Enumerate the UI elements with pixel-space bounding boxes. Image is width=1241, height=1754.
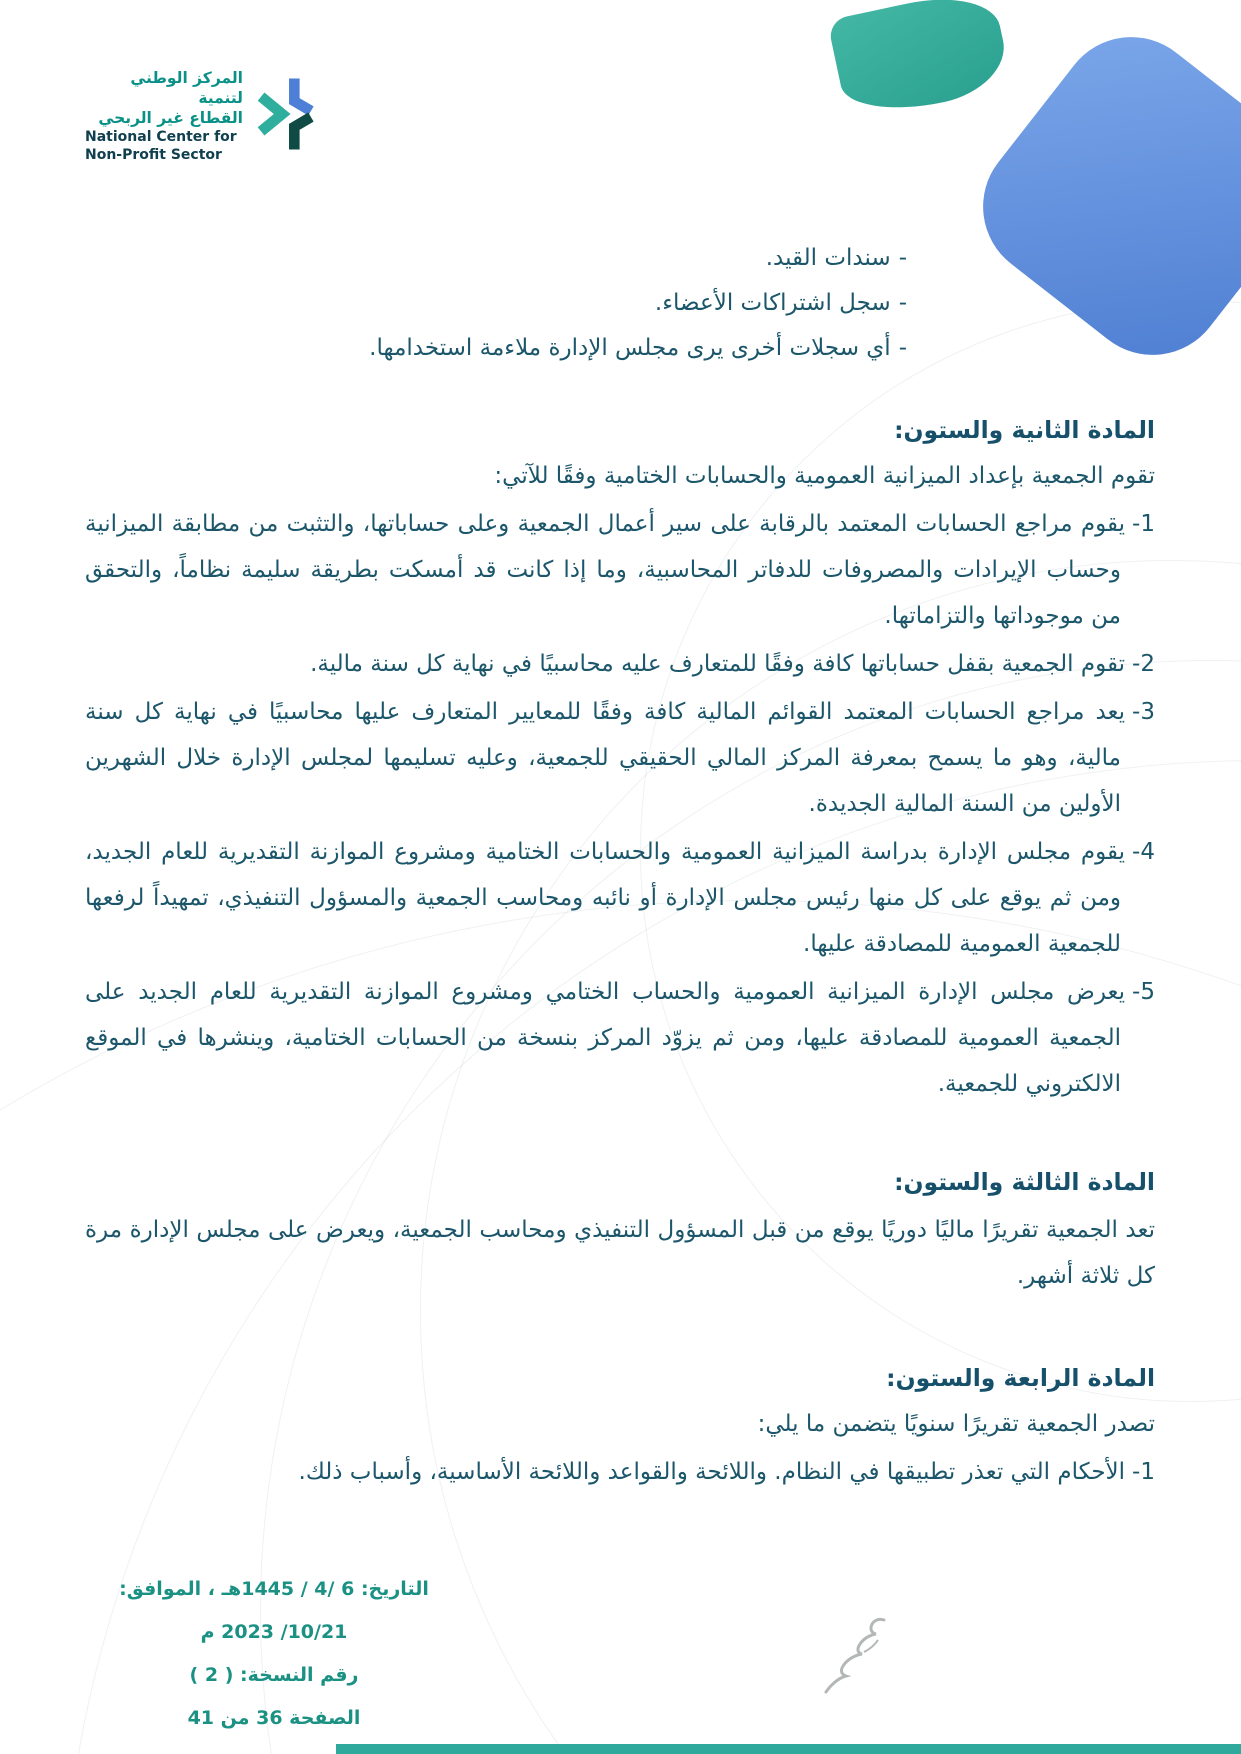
document-body [85,236,1155,1495]
record-text: سجل اشتراكات الأعضاء. [654,290,891,316]
dash-marker: - [898,245,907,271]
article-63-heading: المادة الثالثة والستون: [894,1168,1155,1196]
logo-arabic-name: القطاع غير الربحي [98,109,243,127]
list-item [85,326,907,371]
item-number: 4- [1132,839,1155,865]
item-text: الأحكام التي تعذر تطبيقها في النظام. واللائحة والقواعد واللائحة الأساسية، وأسباب ذلك. [298,1459,1126,1485]
list-item [85,236,907,281]
article-62-item-2 [85,641,1155,687]
item-number: 1- [1132,1459,1155,1485]
article-62-item-4 [85,829,1155,967]
article-63-body: تعد الجمعية تقريرًا ماليًا دوريًا يوقع من قبل المسؤول التنفيذي ومحاسب الجمعية، ويعرض على مجلس الإدارة مرة كل ثلاثة أشهر. [85,1217,1155,1289]
logo-english-name: Non-Profit Sector [85,147,222,163]
record-text: أي سجلات أخرى يرى مجلس الإدارة ملاءمة استخدامها. [369,335,891,361]
records-list [85,236,1155,371]
article-64-intro: تصدر الجمعية تقريرًا سنويًا يتضمن ما يلي: [757,1411,1155,1437]
footer-page-number: الصفحة 36 من 41 [187,1707,361,1729]
record-text: سندات القيد. [765,245,891,271]
org-logo-text [85,68,243,164]
item-number: 1- [1132,511,1155,537]
article-62-item-5 [85,969,1155,1107]
logo-english-name: National Center for [85,129,237,145]
teal-corner-shape [827,0,1013,122]
dash-marker: - [898,290,907,316]
logo-arabic-name: المركز الوطني لتنمية [130,69,243,107]
bottom-accent-bar [336,1744,1241,1754]
item-text: يقوم مجلس الإدارة بدراسة الميزانية العمومية والحسابات الختامية ومشروع الموازنة التقديرية للعام الجديد، ومن ثم يوقع على كل منها رئيس مجلس الإدارة أو نائبه ومحاسب الجمعية والمسؤول التنفيذي، تمهيداً لرفعها للجمعية العمومية للمصادقة عليها. [85,839,1126,957]
org-logo [85,68,320,164]
item-text: يعرض مجلس الإدارة الميزانية العمومية والحساب الختامي ومشروع الموازنة التقديرية للعام الجديد على الجمعية العمومية للمصادقة عليها، ومن ثم يزوّد المركز بنسخة من الحسابات الختامية، وينشرها في الموقع الالكتروني للجمعية. [85,979,1126,1097]
footer-version: رقم النسخة: ( 2 ) [189,1664,359,1686]
item-number: 2- [1132,651,1155,677]
item-text: يعد مراجع الحسابات المعتمد القوائم المالية كافة وفقًا للمعايير المتعارف عليها محاسبيًا في نهاية كل سنة مالية، وهو ما يسمح بمعرفة المركز المالي الحقيقي للجمعية، وعليه تسليمها لمجلس الإدارة خلال الشهرين الأولين من السنة المالية الجديدة. [85,699,1126,817]
article-62-item-3 [85,689,1155,827]
item-number: 5- [1132,979,1155,1005]
signature-scribble-icon [788,1606,898,1696]
footer-date: التاريخ: 6 /4 / 1445هـ ، الموافق: 10/21/ 2023 م [119,1578,429,1643]
article-62-item-1 [85,501,1155,639]
article-64-item-1 [85,1449,1155,1495]
item-text: تقوم الجمعية بقفل حساباتها كافة وفقًا للمتعارف عليه محاسبيًا في نهاية كل سنة مالية. [310,651,1126,677]
list-item [85,281,907,326]
dash-marker: - [898,335,907,361]
org-logo-mark-icon [252,72,320,160]
article-62-heading: المادة الثانية والستون: [894,416,1155,444]
page-footer [85,1568,463,1740]
article-62-intro: تقوم الجمعية بإعداد الميزانية العمومية والحسابات الختامية وفقًا للآتي: [494,463,1155,489]
article-64-heading: المادة الرابعة والستون: [886,1364,1155,1392]
item-number: 3- [1132,699,1155,725]
item-text: يقوم مراجع الحسابات المعتمد بالرقابة على سير أعمال الجمعية وعلى حساباتها، والتثبت من مطابقة الميزانية وحساب الإيرادات والمصروفات للدفاتر المحاسبية، وما إذا كانت قد أمسكت بطريقة سليمة نظاماً، والتحقق من موجوداتها والتزاماتها. [85,511,1126,629]
